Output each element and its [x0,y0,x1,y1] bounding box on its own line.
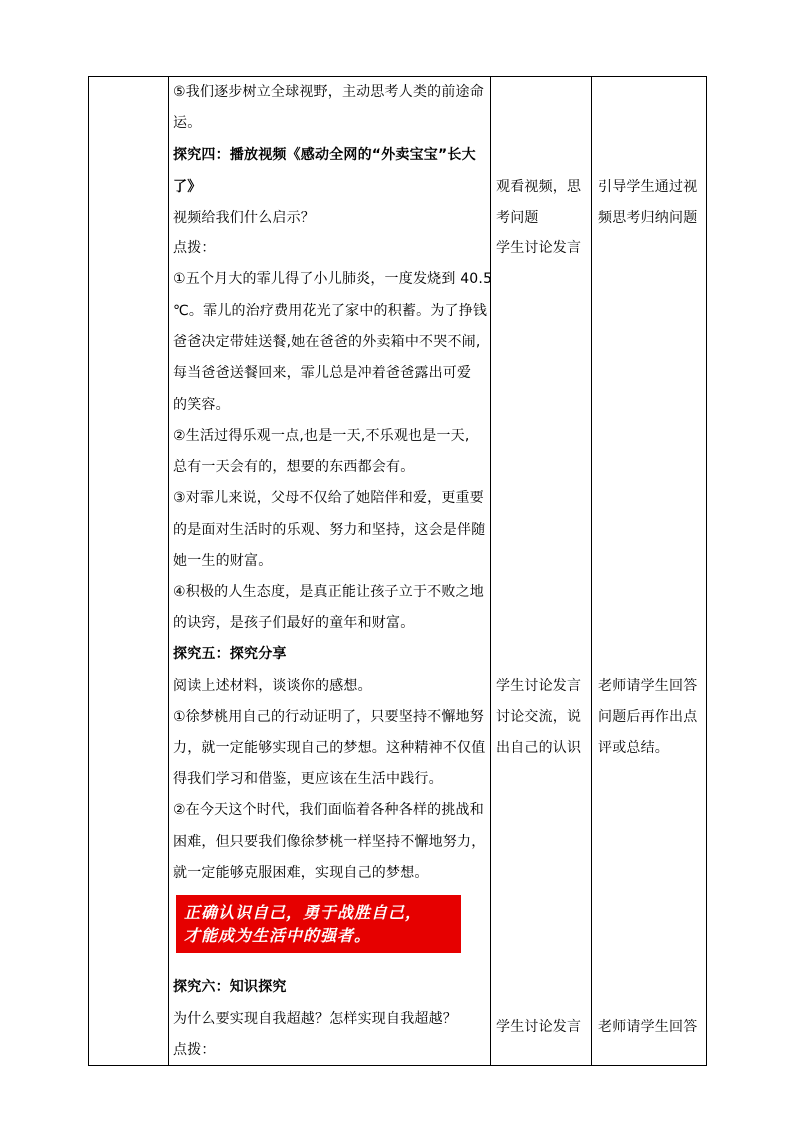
student-activity-line: 学生讨论发言 [496,678,582,694]
content-line: 她一生的财富。 [173,553,273,569]
content-line: 力，就一定能够实现自己的梦想。这种精神不仅值 [173,740,486,756]
content-line: 的诀窍，是孩子们最好的童年和财富。 [173,615,415,631]
content-line: 得我们学习和借鉴，更应该在生活中践行。 [173,771,443,787]
teacher-intent-line: 老师请学生回答 [598,678,698,694]
column-divider [591,77,592,1065]
teacher-intent-line: 评或总结。 [598,740,669,756]
highlight-line: 正确认识自己，勇于战胜自己， [184,903,423,922]
student-activity-line: 出自己的认识 [496,740,582,756]
content-line: 视频给我们什么启示？ [173,210,315,226]
content-line: ②在今天这个时代，我们面临着各种各样的挑战和 [173,802,484,818]
content-line: 为什么要实现自我超越？怎样实现自我超越？ [173,1011,457,1027]
content-line: 点拨： [173,240,216,256]
content-line: ①徐梦桃用自己的行动证明了，只要坚持不懈地努 [173,709,484,725]
content-line: ①五个月大的霏儿得了小儿肺炎，一度发烧到 40.5 [173,271,493,287]
section-heading: 探究六：知识探究 [173,979,287,995]
section-heading: 探究四：播放视频《感动全网的“外卖宝宝”长大 [173,147,476,163]
section-heading: 探究五：探究分享 [173,646,287,662]
highlight-banner [176,895,461,953]
content-line: 每当爸爸送餐回来，霏儿总是冲着爸爸露出可爱 [173,365,472,381]
section-heading: 了》 [173,179,202,195]
column-divider [490,77,491,1065]
student-activity-line: 观看视频，思 [496,179,582,195]
content-line: 困难，但只要我们像徐梦桃一样坚持不懈地努力， [173,834,486,850]
content-line: ③对霏儿来说，父母不仅给了她陪伴和爱，更重要 [173,490,484,506]
content-line: 点拨： [173,1042,216,1058]
content-line: 运。 [173,115,202,131]
content-line: 阅读上述材料，谈谈你的感想。 [173,678,372,694]
content-line: ②生活过得乐观一点,也是一天,不乐观也是一天, [173,428,470,444]
content-line: ⑤我们逐步树立全球视野，主动思考人类的前途命 [173,84,484,100]
content-line: 爸爸决定带娃送餐,她在爸爸的外卖箱中不哭不闹, [173,334,481,350]
student-activity-line: 考问题 [496,210,539,226]
content-line: 的笑容。 [173,397,230,413]
teacher-intent-line: 问题后再作出点 [598,709,698,725]
student-activity-line: 学生讨论发言 [496,240,582,256]
teacher-intent-line: 老师请学生回答 [598,1019,698,1035]
student-activity-line: 讨论交流，说 [496,709,582,725]
teacher-intent-line: 频思考归纳问题 [598,210,698,226]
column-divider [168,77,169,1065]
content-line: ④积极的人生态度，是真正能让孩子立于不败之地 [173,584,484,600]
content-line: 就一定能够克服困难，实现自己的梦想。 [173,865,429,881]
highlight-line: 才能成为生活中的强者。 [184,926,372,945]
student-activity-line: 学生讨论发言 [496,1019,582,1035]
teacher-intent-line: 引导学生通过视 [598,179,698,195]
content-line: 总有一天会有的，想要的东西都会有。 [173,459,415,475]
content-line: 的是面对生活时的乐观、努力和坚持，这会是伴随 [173,522,486,538]
content-line: ℃。霏儿的治疗费用花光了家中的积蓄。为了挣钱 [173,303,488,319]
